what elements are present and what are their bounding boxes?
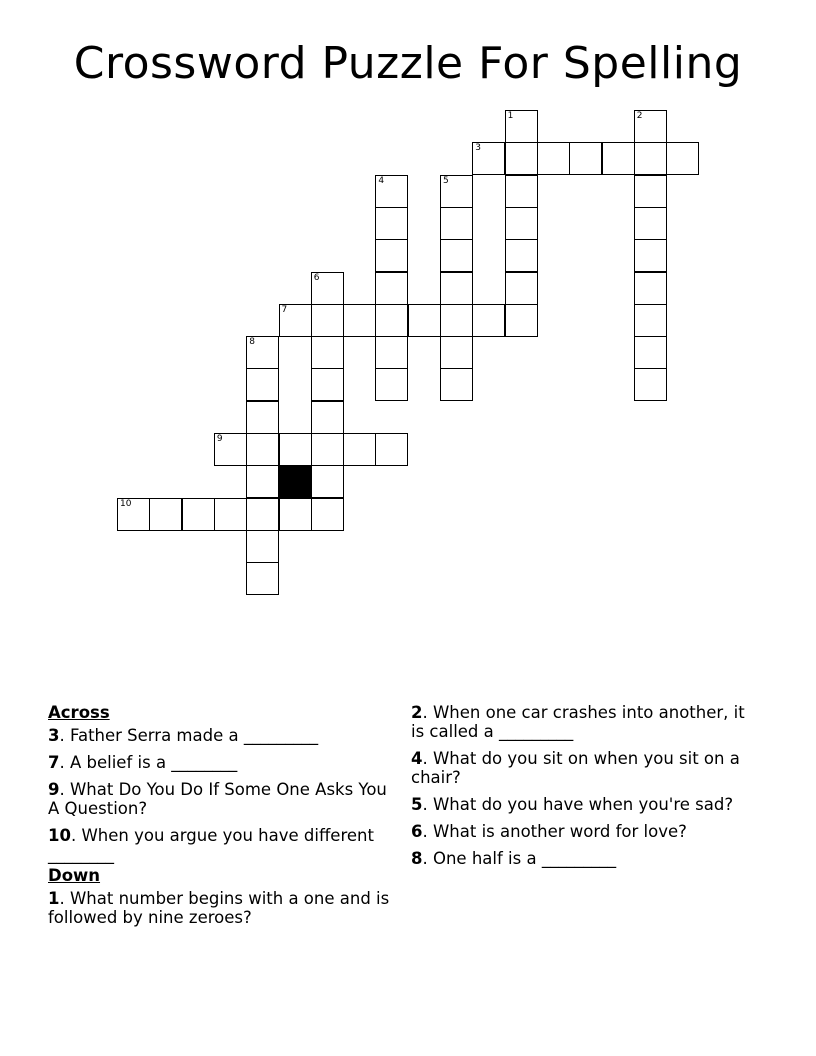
clues-right-column <box>411 703 756 876</box>
grid-cell[interactable] <box>634 175 667 208</box>
grid-cell[interactable] <box>569 142 602 175</box>
clue-text: What number begins with a one and is followed by nine zeroes? <box>48 889 390 927</box>
grid-cell[interactable] <box>602 142 635 175</box>
grid-cell[interactable] <box>472 304 505 337</box>
grid-cell[interactable] <box>246 433 279 466</box>
down-clue-list-continued <box>411 703 756 868</box>
clue-number: 6 <box>411 822 423 841</box>
clue-number: 2 <box>636 111 643 121</box>
clue-number: 2 <box>411 703 423 722</box>
grid-cell[interactable] <box>505 207 538 240</box>
clue-number: 10 <box>48 826 71 845</box>
clue-number: 9 <box>48 780 60 799</box>
clue-number: 8 <box>249 337 255 348</box>
grid-cell[interactable] <box>246 562 279 595</box>
grid-cell[interactable] <box>343 433 376 466</box>
grid-cell[interactable] <box>279 304 312 337</box>
grid-cell[interactable] <box>311 336 344 369</box>
grid-cell[interactable] <box>279 433 312 466</box>
grid-cell[interactable] <box>311 433 344 466</box>
clue-number: 5 <box>411 795 423 814</box>
grid-cell[interactable] <box>182 498 215 531</box>
clues-left-column <box>48 703 393 935</box>
clue-number: 4 <box>378 175 385 186</box>
grid-cell[interactable] <box>634 336 667 369</box>
clue-text: What Do You Do If Some One Asks You A Question? <box>48 780 387 818</box>
grid-cell[interactable] <box>246 368 279 401</box>
down-heading: Down <box>48 866 101 885</box>
grid-cell[interactable] <box>311 272 344 305</box>
grid-cell[interactable] <box>375 304 408 337</box>
clue-item: 1. What number begins with a one and is followed by nine zeroes? <box>48 889 390 927</box>
clue-text: Father Serra made a _________ <box>69 726 319 745</box>
grid-cell[interactable] <box>634 207 667 240</box>
across-clue-list <box>48 726 393 864</box>
grid-cell[interactable] <box>634 304 667 337</box>
clue-item: 9. What Do You Do If Some One Asks You A Question? <box>48 780 387 818</box>
clue-number: 8 <box>411 849 423 868</box>
clue-item: 8. One half is a _________ <box>411 849 617 868</box>
grid-cell[interactable] <box>375 239 408 272</box>
grid-cell[interactable] <box>440 368 473 401</box>
clue-number: 10 <box>120 498 132 509</box>
grid-cell[interactable] <box>311 498 344 531</box>
grid-cell[interactable] <box>634 368 667 401</box>
clue-number: 7 <box>48 753 60 772</box>
grid-cell[interactable] <box>375 175 408 208</box>
grid-cell[interactable] <box>634 110 667 143</box>
grid-cell[interactable] <box>246 336 279 369</box>
grid-cell[interactable] <box>505 142 538 175</box>
grid-cell[interactable] <box>279 498 312 531</box>
clue-item: 6. What is another word for love? <box>411 822 687 841</box>
grid-cell[interactable] <box>311 401 344 434</box>
clue-number: 6 <box>313 272 320 283</box>
clue-item: 5. What do you have when you're sad? <box>411 795 734 814</box>
clue-number: 9 <box>216 434 223 444</box>
grid-cell[interactable] <box>440 175 473 208</box>
grid-cell[interactable] <box>214 498 247 531</box>
grid-cell[interactable] <box>246 530 279 563</box>
grid-cell[interactable] <box>246 401 279 434</box>
clue-text: What do you sit on when you sit on a chair? <box>411 749 740 787</box>
clue-item: 4. What do you sit on when you sit on a chair? <box>411 749 740 787</box>
grid-cell[interactable] <box>505 272 538 305</box>
grid-cell[interactable] <box>440 239 473 272</box>
clue-text: When one car crashes into another, it is called a _________ <box>411 703 745 741</box>
grid-cell[interactable] <box>375 272 408 305</box>
clue-text: What do you have when you're sad? <box>432 795 734 814</box>
clue-text: When you argue you have different ________ <box>48 826 374 864</box>
clue-item: 3. Father Serra made a _________ <box>48 726 319 745</box>
grid-cell[interactable] <box>634 239 667 272</box>
clue-number: 1 <box>48 889 60 908</box>
clue-number: 3 <box>475 143 482 154</box>
grid-cell[interactable] <box>408 304 441 337</box>
grid-cell[interactable] <box>311 368 344 401</box>
grid-cell[interactable] <box>440 336 473 369</box>
grid-cell[interactable] <box>117 498 150 531</box>
grid-cell[interactable] <box>634 272 667 305</box>
grid-cell[interactable] <box>440 304 473 337</box>
grid-cell[interactable] <box>666 142 699 175</box>
clue-number: 1 <box>507 111 514 121</box>
page-title: Crossword Puzzle For Spelling <box>73 38 743 89</box>
across-heading: Across <box>48 703 110 722</box>
grid-cell[interactable] <box>311 465 344 498</box>
clue-number: 3 <box>48 726 60 745</box>
grid-cell[interactable] <box>343 304 376 337</box>
clue-text: A belief is a ________ <box>69 753 238 772</box>
grid-cell[interactable] <box>214 433 247 466</box>
clue-item: 7. A belief is a ________ <box>48 753 238 772</box>
grid-cell[interactable] <box>472 142 505 175</box>
grid-cell[interactable] <box>375 207 408 240</box>
grid-cell[interactable] <box>246 498 279 531</box>
grid-cell[interactable] <box>505 239 538 272</box>
grid-cell[interactable] <box>505 304 538 337</box>
grid-cell[interactable] <box>246 465 279 498</box>
black-cell <box>279 465 312 498</box>
grid-cell[interactable] <box>375 336 408 369</box>
clue-number: 4 <box>411 749 423 768</box>
down-clue-list <box>48 889 393 927</box>
clue-number: 5 <box>443 175 449 186</box>
clue-item: 10. When you argue you have different ________ <box>48 826 374 864</box>
grid-cell[interactable] <box>537 142 570 175</box>
grid-cell[interactable] <box>375 433 408 466</box>
grid-cell[interactable] <box>311 304 344 337</box>
grid-cell[interactable] <box>505 110 538 143</box>
clue-number: 7 <box>281 304 288 315</box>
grid-cell[interactable] <box>440 272 473 305</box>
clue-item: 2. When one car crashes into another, it is called a _________ <box>411 703 745 741</box>
clue-text: One half is a _________ <box>432 849 617 868</box>
grid-cell[interactable] <box>375 368 408 401</box>
grid-cell[interactable] <box>440 207 473 240</box>
grid-cell[interactable] <box>634 142 667 175</box>
clue-text: What is another word for love? <box>432 822 687 841</box>
grid-cell[interactable] <box>149 498 182 531</box>
grid-cell[interactable] <box>505 175 538 208</box>
